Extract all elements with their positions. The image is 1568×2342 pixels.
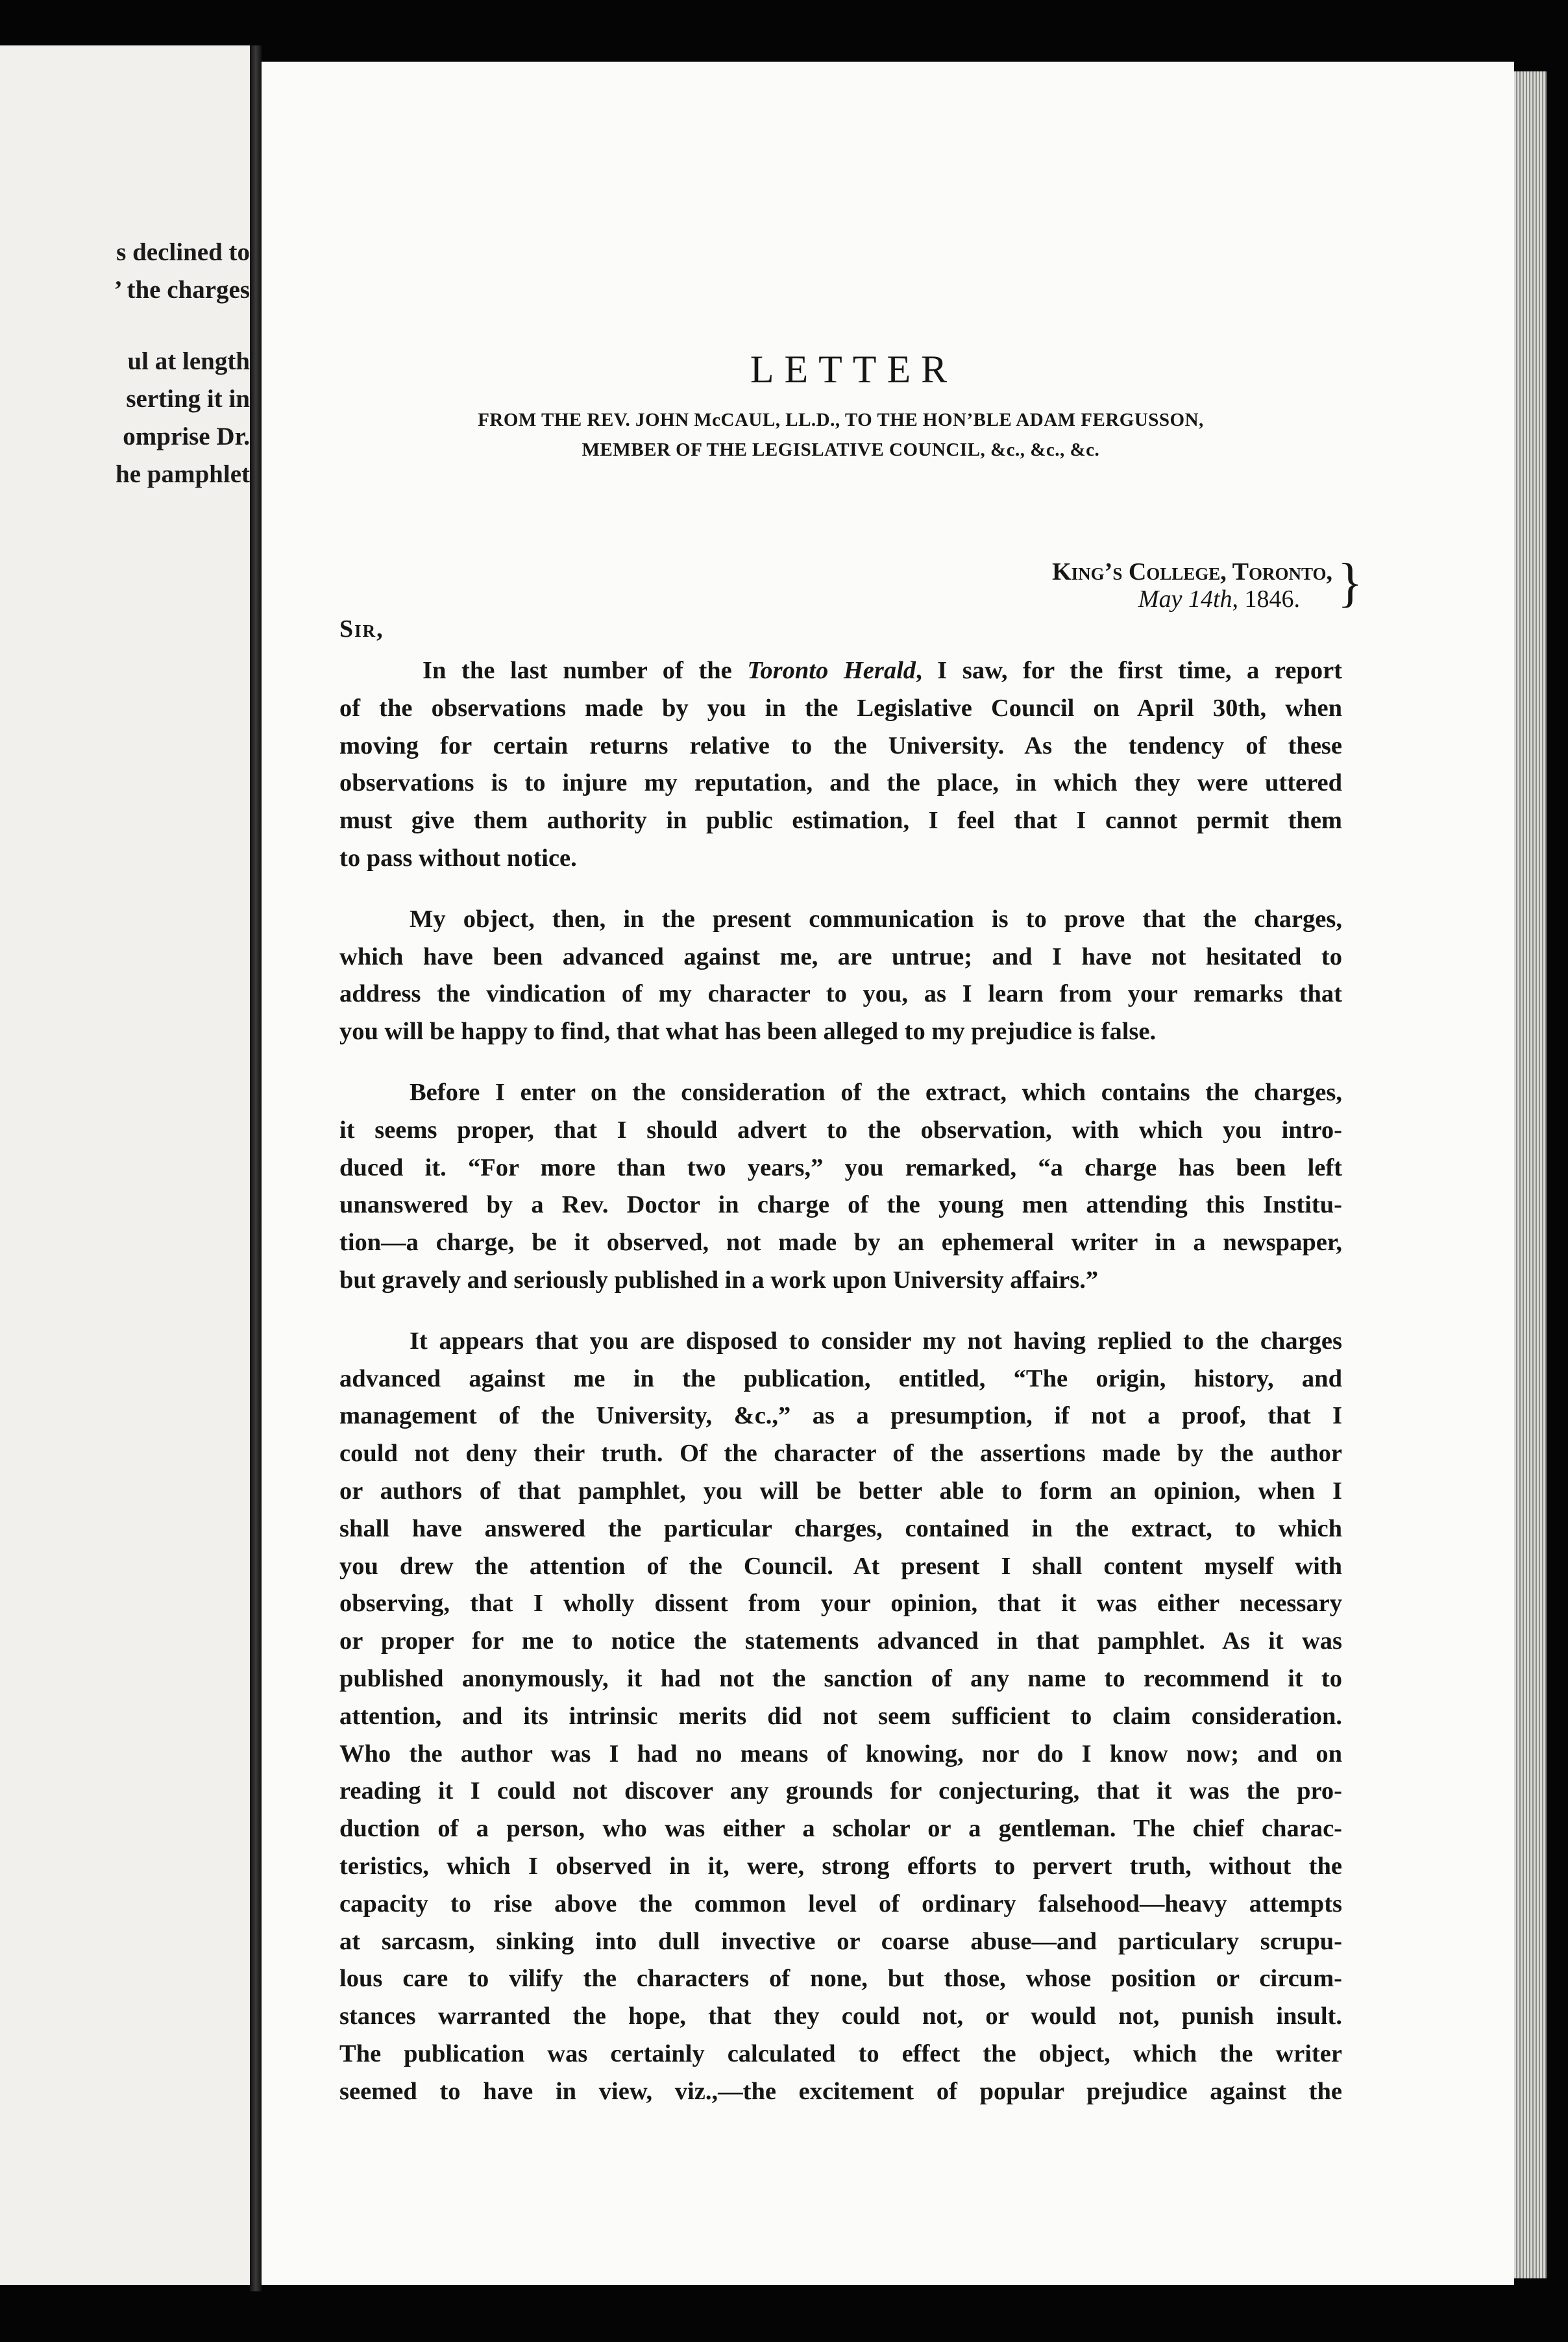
text-line: observations is to injure my reputation, and the place, in which they were uttered <box>339 769 1342 797</box>
previous-page-line <box>36 309 250 343</box>
text-line: stances warranted the hope, that they could not, or would not, punish insult. <box>339 2003 1342 2030</box>
salutation: Sir, <box>339 615 384 643</box>
previous-page-line: ’ the charges <box>114 276 250 304</box>
dateline-date-italic: May 14th <box>1138 586 1232 613</box>
dateline-place: King’s College, Toronto, <box>1052 558 1332 586</box>
letter-content <box>339 347 1363 2105</box>
text-line: to pass without notice. <box>339 844 577 872</box>
current-page <box>262 62 1514 2285</box>
text-line: Before I enter on the consideration of the extract, which contains the charges, <box>410 1078 1342 1106</box>
text-line: My object, then, in the present communication is to prove that the charges, <box>410 905 1342 933</box>
text-line: you will be happy to find, that what has been alleged to my prejudice is false. <box>339 1018 1157 1046</box>
text-line: published anonymously, it had not the sanction of any name to recommend it to <box>339 1664 1342 1692</box>
paragraph <box>339 1323 1342 2111</box>
text-line: duction of a person, who was either a scholar or a gentleman. The chief charac- <box>339 1815 1342 1843</box>
text-line: you drew the attention of the Council. At present I shall content myself with <box>339 1552 1342 1580</box>
bleed-through-text <box>13 617 19 654</box>
text-line: observing, that I wholly dissent from your opinion, that it was either necessary <box>339 1590 1342 1618</box>
letter-subtitle <box>339 405 1342 465</box>
letter-title: LETTER <box>750 348 958 391</box>
text-line: it seems proper, that I should advert to the observation, with which you intro- <box>339 1116 1342 1144</box>
previous-page-line: s declined to <box>116 238 250 266</box>
text-line: duced it. “For more than two years,” you remarked, “a charge has been left <box>339 1153 1342 1181</box>
text-line: In the last number of the Toronto Herald, I saw, for the first time, a report <box>423 657 1342 684</box>
text-line: tion—a charge, be it observed, not made by an ephemeral writer in a newspaper, <box>339 1229 1342 1257</box>
text-line: shall have answered the particular charges, contained in the extract, to which <box>339 1514 1342 1542</box>
letter-body <box>339 652 1342 2134</box>
previous-page-line: ul at length <box>127 347 250 375</box>
newspaper-title: Toronto Herald <box>747 657 916 684</box>
subtitle-line: MEMBER OF THE LEGISLATIVE COUNCIL, &c., &c., &c. <box>582 439 1100 460</box>
text-line: It appears that you are disposed to consider my not having replied to the charges <box>410 1327 1342 1355</box>
previous-page-line: he pamphlet <box>116 460 250 488</box>
text-line: address the vindication of my character to you, as I learn from your remarks that <box>339 980 1342 1008</box>
text-line: which have been advanced against me, are untrue; and I have not hesitated to <box>339 943 1342 970</box>
paragraph <box>339 901 1342 1051</box>
text-line: at sarcasm, sinking into dull invective or coarse abuse—and particulary scrupu- <box>339 1927 1342 1955</box>
text-line: but gravely and seriously published in a work upon University affairs.” <box>339 1266 1099 1294</box>
text-line: Who the author was I had no means of knowing, nor do I know now; and on <box>339 1740 1342 1768</box>
brace-glyph: } <box>1338 552 1363 613</box>
text-line: The publication was certainly calculated to effect the object, which the writer <box>339 2040 1342 2067</box>
text-line: reading it I could not discover any grounds for conjecturing, that it was the pro- <box>339 1777 1342 1805</box>
previous-page-text <box>36 234 250 493</box>
text-line: capacity to rise above the common level of ordinary falsehood—heavy attempts <box>339 1890 1342 1917</box>
text-line: advanced against me in the publication, entitled, “The origin, history, and <box>339 1364 1342 1392</box>
previous-page <box>0 45 250 2285</box>
paragraph <box>339 1074 1342 1300</box>
text-line: moving for certain returns relative to the University. As the tendency of these <box>339 732 1342 759</box>
previous-page-line: omprise Dr. <box>123 423 250 450</box>
text-line: must give them authority in public estimation, I feel that I cannot permit them <box>339 807 1342 835</box>
text-line: unanswered by a Rev. Doctor in charge of the young men attending this Institu- <box>339 1191 1342 1219</box>
page-stack-edge <box>1514 71 1547 2278</box>
text-line: lous care to vilify the characters of none, but those, whose position or circum- <box>339 1965 1342 1993</box>
previous-page-line: serting it in <box>126 385 250 413</box>
dateline-date: May 14th, 1846. <box>1138 586 1300 613</box>
text-line: or authors of that pamphlet, you will be better able to form an opinion, when I <box>339 1477 1342 1505</box>
subtitle-line: FROM THE REV. JOHN McCAUL, LL.D., TO THE HON’BLE ADAM FERGUSSON, <box>478 410 1204 430</box>
text-line: or proper for me to notice the statements advanced in that pamphlet. As it was <box>339 1627 1342 1655</box>
text-line: of the observations made by you in the Legislative Council on April 30th, when <box>339 694 1342 722</box>
text-line: attention, and its intrinsic merits did not seem sufficient to claim consideration. <box>339 1702 1342 1730</box>
dateline <box>988 558 1332 613</box>
book-gutter <box>250 45 262 2291</box>
paragraph <box>339 652 1342 878</box>
text-line: could not deny their truth. Of the character of the assertions made by the author <box>339 1440 1342 1468</box>
text-line: teristics, which I observed in it, were, strong efforts to pervert truth, without the <box>339 1852 1342 1880</box>
text-line: seemed to have in view, viz.,—the excitement of popular prejudice against the <box>339 2077 1342 2105</box>
text-line: management of the University, &c.,” as a presumption, if not a proof, that I <box>339 1402 1342 1430</box>
